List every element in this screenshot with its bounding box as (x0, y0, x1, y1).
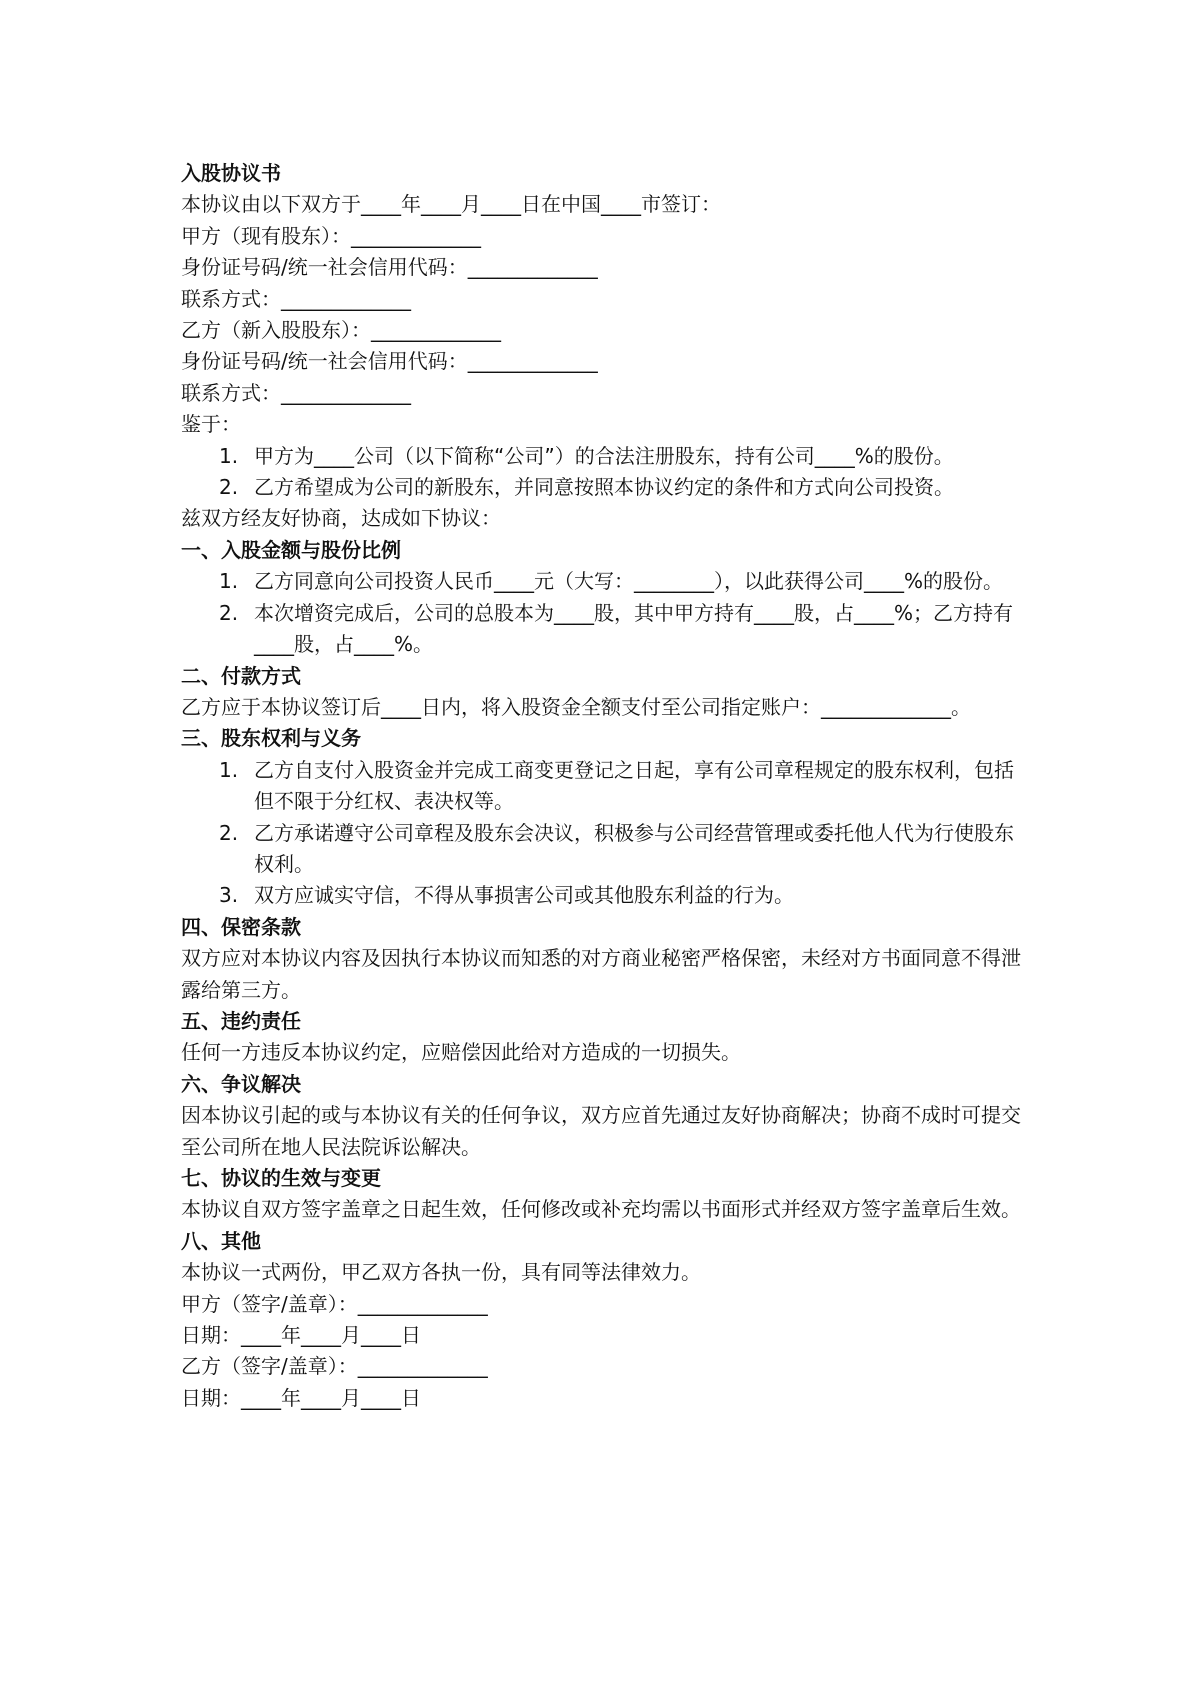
party-b-label: 乙方（新入股股东）：_____________ (181, 318, 501, 343)
section-heading: 二、付款方式 (181, 663, 301, 688)
section-heading: 三、股东权利与义务 (181, 726, 361, 751)
document-title: 入股协议书 (181, 161, 281, 185)
list-text: 双方应诚实守信，不得从事损害公司或其他股东利益的行为。 (254, 883, 794, 908)
party-a-date: 日期：____年____月____日 (181, 1323, 421, 1348)
section-item (181, 598, 1021, 661)
party-a-contact: 联系方式：_____________ (181, 286, 411, 311)
list-text: 乙方同意向公司投资人民币____元（大写：________），以此获得公司____%的股份。 (254, 569, 1004, 594)
party-b-date: 日期：____年____月____日 (181, 1385, 421, 1410)
section-heading: 四、保密条款 (181, 914, 301, 939)
list-text: 甲方为____公司（以下简称“公司”）的合法注册股东，持有公司____%的股份。 (254, 443, 954, 468)
party-a-id: 身份证号码/统一社会信用代码：_____________ (181, 255, 598, 280)
party-a-signature: 甲方（签字/盖章）：_____________ (181, 1291, 488, 1316)
section-text: 双方应对本协议内容及因执行本协议而知悉的对方商业秘密严格保密，未经对方书面同意不得泄露给第三方。 (181, 946, 1021, 1002)
section-item (181, 566, 1021, 597)
whereas-item (181, 472, 1021, 503)
section-heading: 五、违约责任 (181, 1008, 301, 1033)
section-text: 本协议一式两份，甲乙双方各执一份，具有同等法律效力。 (181, 1260, 701, 1285)
section-heading: 一、入股金额与股份比例 (181, 537, 401, 562)
section-item (181, 755, 1021, 818)
list-number: 2. (219, 475, 239, 500)
party-b-contact: 联系方式：_____________ (181, 380, 411, 405)
list-text: 乙方承诺遵守公司章程及股东会决议，积极参与公司经营管理或委托他人代为行使股东权利。 (254, 820, 1014, 876)
list-text: 乙方自支付入股资金并完成工商变更登记之日起，享有公司章程规定的股东权利，包括但不限于分红权、表决权等。 (254, 757, 1014, 814)
section-text: 因本协议引起的或与本协议有关的任何争议，双方应首先通过友好协商解决；协商不成时可提交至公司所在地人民法院诉讼解决。 (181, 1103, 1021, 1159)
section-item (181, 880, 1021, 911)
party-b-signature: 乙方（签字/盖章）：_____________ (181, 1354, 488, 1379)
document-body (181, 158, 1021, 1414)
list-number: 1. (219, 757, 239, 782)
list-number: 3. (219, 883, 239, 908)
section-heading: 六、争议解决 (181, 1071, 301, 1096)
list-number: 2. (219, 820, 239, 845)
agreement-intro: 兹双方经友好协商，达成如下协议： (181, 506, 501, 531)
list-number: 1. (219, 443, 239, 468)
section-text: 任何一方违反本协议约定，应赔偿因此给对方造成的一切损失。 (181, 1040, 741, 1065)
party-b-id: 身份证号码/统一社会信用代码：_____________ (181, 349, 598, 374)
whereas-item (181, 441, 1021, 472)
section-heading: 八、其他 (181, 1228, 261, 1253)
section-text: 乙方应于本协议签订后____日内，将入股资金全额支付至公司指定账户：_____________。 (181, 694, 971, 719)
whereas-label: 鉴于： (181, 412, 241, 437)
intro-line: 本协议由以下双方于____年____月____日在中国____市签订： (181, 192, 721, 217)
list-number: 2. (219, 600, 239, 625)
section-text: 本协议自双方签字盖章之日起生效，任何修改或补充均需以书面形式并经双方签字盖章后生效。 (181, 1197, 1021, 1222)
section-item (181, 818, 1021, 881)
list-text: 本次增资完成后，公司的总股本为____股，其中甲方持有____股，占____%；乙方持有____股，占____%。 (254, 600, 1014, 657)
section-heading: 七、协议的生效与变更 (181, 1166, 381, 1190)
party-a-label: 甲方（现有股东）：_____________ (181, 223, 481, 248)
list-text: 乙方希望成为公司的新股东，并同意按照本协议约定的条件和方式向公司投资。 (254, 475, 954, 500)
list-number: 1. (219, 569, 239, 594)
